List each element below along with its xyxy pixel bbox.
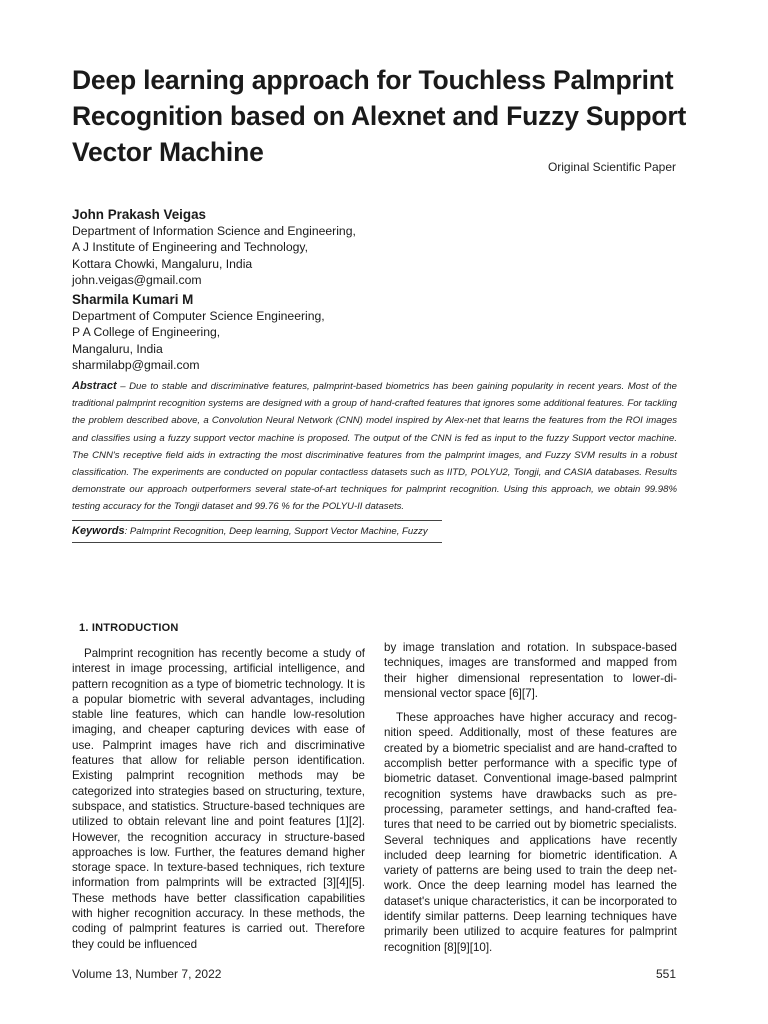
author-affiliation-line: Department of Information Science and Engineering, — [72, 224, 356, 238]
author-affiliation-line: Kottara Chowki, Mangaluru, India — [72, 256, 253, 271]
paragraph: These approaches have higher accuracy and recognition speed. Additionally, most of these features are created by a biometric specialist and are hand-crafted to accomplish better performance with a specific type of biometric dataset. Conventional image-based palmprint recognition systems have drawbacks such as preprocessing, parameter settings, and hand-crafted features that need to be carried out by biometric specialists. Several techniques and applications have recently included deep learning for biometric identification. A variety of patterns are being used to train the deep network. Once the deep learning model has learned the dataset's unique characteristics, it can be incorporated to identify similar patterns. Deep learning techniques have primarily been utilized to acquire features for palmprint recognition [8][9][10]. — [384, 711, 677, 954]
keywords-label: Keywords — [72, 525, 125, 537]
author-email: john.veigas@gmail.com — [72, 272, 202, 287]
author-email: sharmilabp@gmail.com — [72, 357, 200, 372]
keywords-text: : Palmprint Recognition, Deep learning, Support Vector Machine, Fuzzy — [124, 526, 428, 537]
paragraph: Palmprint recognition has recently become a study of interest in image processing, artificial intelligence, and pattern recognition as a type of biometric technology. It is a popular biometric with several advantages, including stable line features, which can handle low-resolution imaging, and cheaper capturing devices with ease of use. Palmprint images have rich and discriminative features that allow for reliable person identification. Existing palmprint recognition methods may be categorized into strategies based on structuring, texture, subspace, and statistics. Structure-based techniques are utilized to obtain relevant line and point features [1][2]. However, the recognition accuracy in structure-based approaches is low. Further, the features demand higher storage space. In texture-based techniques, rich texture information from palmprints will be extracted [3][4][5]. These methods have better classification capabilities with higher recognition accuracy. In these methods, the coding of palmprint features is carried out. Therefore they could be influenced — [72, 647, 365, 951]
author-affiliation-line: Department of Computer Science Engineering, — [72, 309, 325, 323]
author-block-2 — [72, 291, 412, 373]
abstract — [72, 378, 677, 516]
footer-volume: Volume 13, Number 7, 2022 — [72, 967, 222, 981]
author-affiliation-line: Mangaluru, India — [72, 341, 163, 356]
author-block-1 — [72, 206, 412, 288]
paragraph: by image translation and rotation. In subspace-based techniques, images are transformed and mapped from their higher dimensional representation to lower-dimensional vector space [6][7]. — [384, 641, 677, 700]
section-heading: 1. INTRODUCTION — [79, 622, 179, 634]
author-name: John Prakash Veigas — [72, 207, 206, 222]
author-affiliation-line: P A College of Engineering, — [72, 325, 221, 340]
left-column — [72, 646, 365, 961]
paper-type-label: Original Scientific Paper — [547, 160, 676, 174]
right-column — [384, 640, 677, 964]
keywords — [72, 520, 442, 543]
footer-page-number: 551 — [655, 967, 676, 981]
abstract-label: Abstract — [72, 380, 117, 392]
author-affiliation-line: A J Institute of Engineering and Technology, — [72, 240, 309, 255]
abstract-text: – Due to stable and discriminative features, palmprint-based biometrics has been gaining popularity in recent years. Most of the traditional palmprint recognition systems are designed with a group of hand-crafted features that ignores some additional features. For tackling the problem described above, a Convolution Neural Network (CNN) model inspired by Alex-net that learns the features from the ROI images and classifies using a fuzzy support vector machine is proposed. The output of the CNN is fed as input to the fuzzy Support vector machine. The CNN's receptive field aids in extracting the most discriminative features from the palmprint images, and Fuzzy SVM results in a robust classification. The experiments are conducted on popular contactless datasets such as IITD, POLYU2, Tongji, and CASIA databases. Results demonstrate our approach outperformers several state-of-art techniques for palmprint recognition. Using this approach, we obtain 99.98% testing accuracy for the Tongji dataset and 99.76 % for the POLYU-II datasets. — [72, 381, 677, 513]
paper-title: Deep learning approach for Touchless Palmprint Recognition based on Alexnet and Fuzzy Support Vector Machine — [72, 65, 687, 167]
author-name: Sharmila Kumari M — [72, 292, 194, 307]
